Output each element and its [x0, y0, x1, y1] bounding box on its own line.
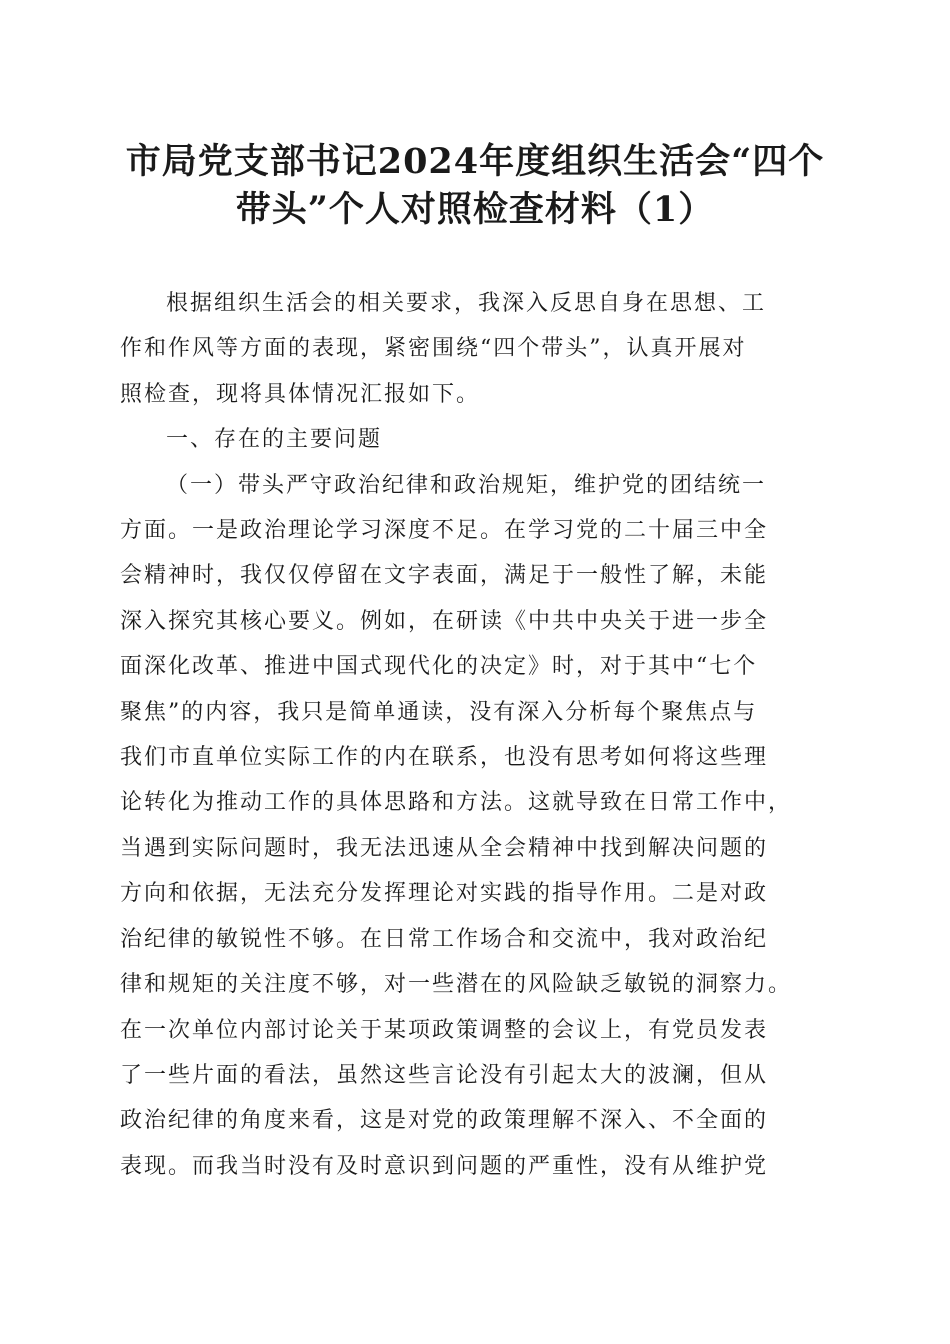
body-line: 表现。而我当时没有及时意识到问题的严重性，没有从维护党: [120, 1153, 769, 1179]
body-line: 会精神时，我仅仅停留在文字表面，满足于一般性了解，未能: [120, 563, 769, 589]
body-line: 方向和依据，无法充分发挥理论对实践的指导作用。二是对政: [120, 881, 769, 907]
document-body: [120, 281, 832, 1189]
body-line: 深入探究其核心要义。例如，在研读《中共中央关于进一步全: [120, 608, 769, 634]
body-line: 论转化为推动工作的具体思路和方法。这就导致在日常工作中，: [120, 790, 793, 816]
body-line: 了一些片面的看法，虽然这些言论没有引起太大的波澜，但从: [120, 1062, 769, 1088]
document-title: [110, 138, 840, 234]
title-line-1: 市局党支部书记2024年度组织生活会“四个: [125, 141, 825, 182]
body-line: 面深化改革、推进中国式现代化的决定》时，对于其中“七个: [120, 654, 758, 680]
intro-line: 照检查，现将具体情况汇报如下。: [120, 381, 481, 407]
body-paragraph: [120, 463, 832, 1190]
body-line: 当遇到实际问题时，我无法迅速从全会精神中找到解决问题的: [120, 835, 769, 861]
intro-line: 作和作风等方面的表现，紧密围绕“四个带头”，认真开展对: [120, 336, 747, 362]
body-line: 方面。一是政治理论学习深度不足。在学习党的二十届三中全: [120, 518, 769, 544]
body-line: 治纪律的敏锐性不够。在日常工作场合和交流中，我对政治纪: [120, 926, 769, 952]
body-line: 政治纪律的角度来看，这是对党的政策理解不深入、不全面的: [120, 1108, 769, 1134]
body-line: （一）带头严守政治纪律和政治规矩，维护党的团结统一: [166, 472, 767, 498]
body-line: 在一次单位内部讨论关于某项政策调整的会议上，有党员发表: [120, 1017, 769, 1043]
intro-line: 根据组织生活会的相关要求，我深入反思自身在思想、工: [166, 291, 767, 316]
title-line-2: 带头”个人对照检查材料（1）: [235, 189, 715, 230]
body-line: 我们市直单位实际工作的内在联系，也没有思考如何将这些理: [120, 745, 769, 771]
body-line: 律和规矩的关注度不够，对一些潜在的风险缺乏敏锐的洞察力。: [120, 972, 793, 998]
section-heading: 一、存在的主要问题: [166, 427, 383, 453]
body-line: 聚焦”的内容，我只是简单通读，没有深入分析每个聚焦点与: [120, 699, 758, 725]
intro-paragraph: [120, 281, 832, 417]
